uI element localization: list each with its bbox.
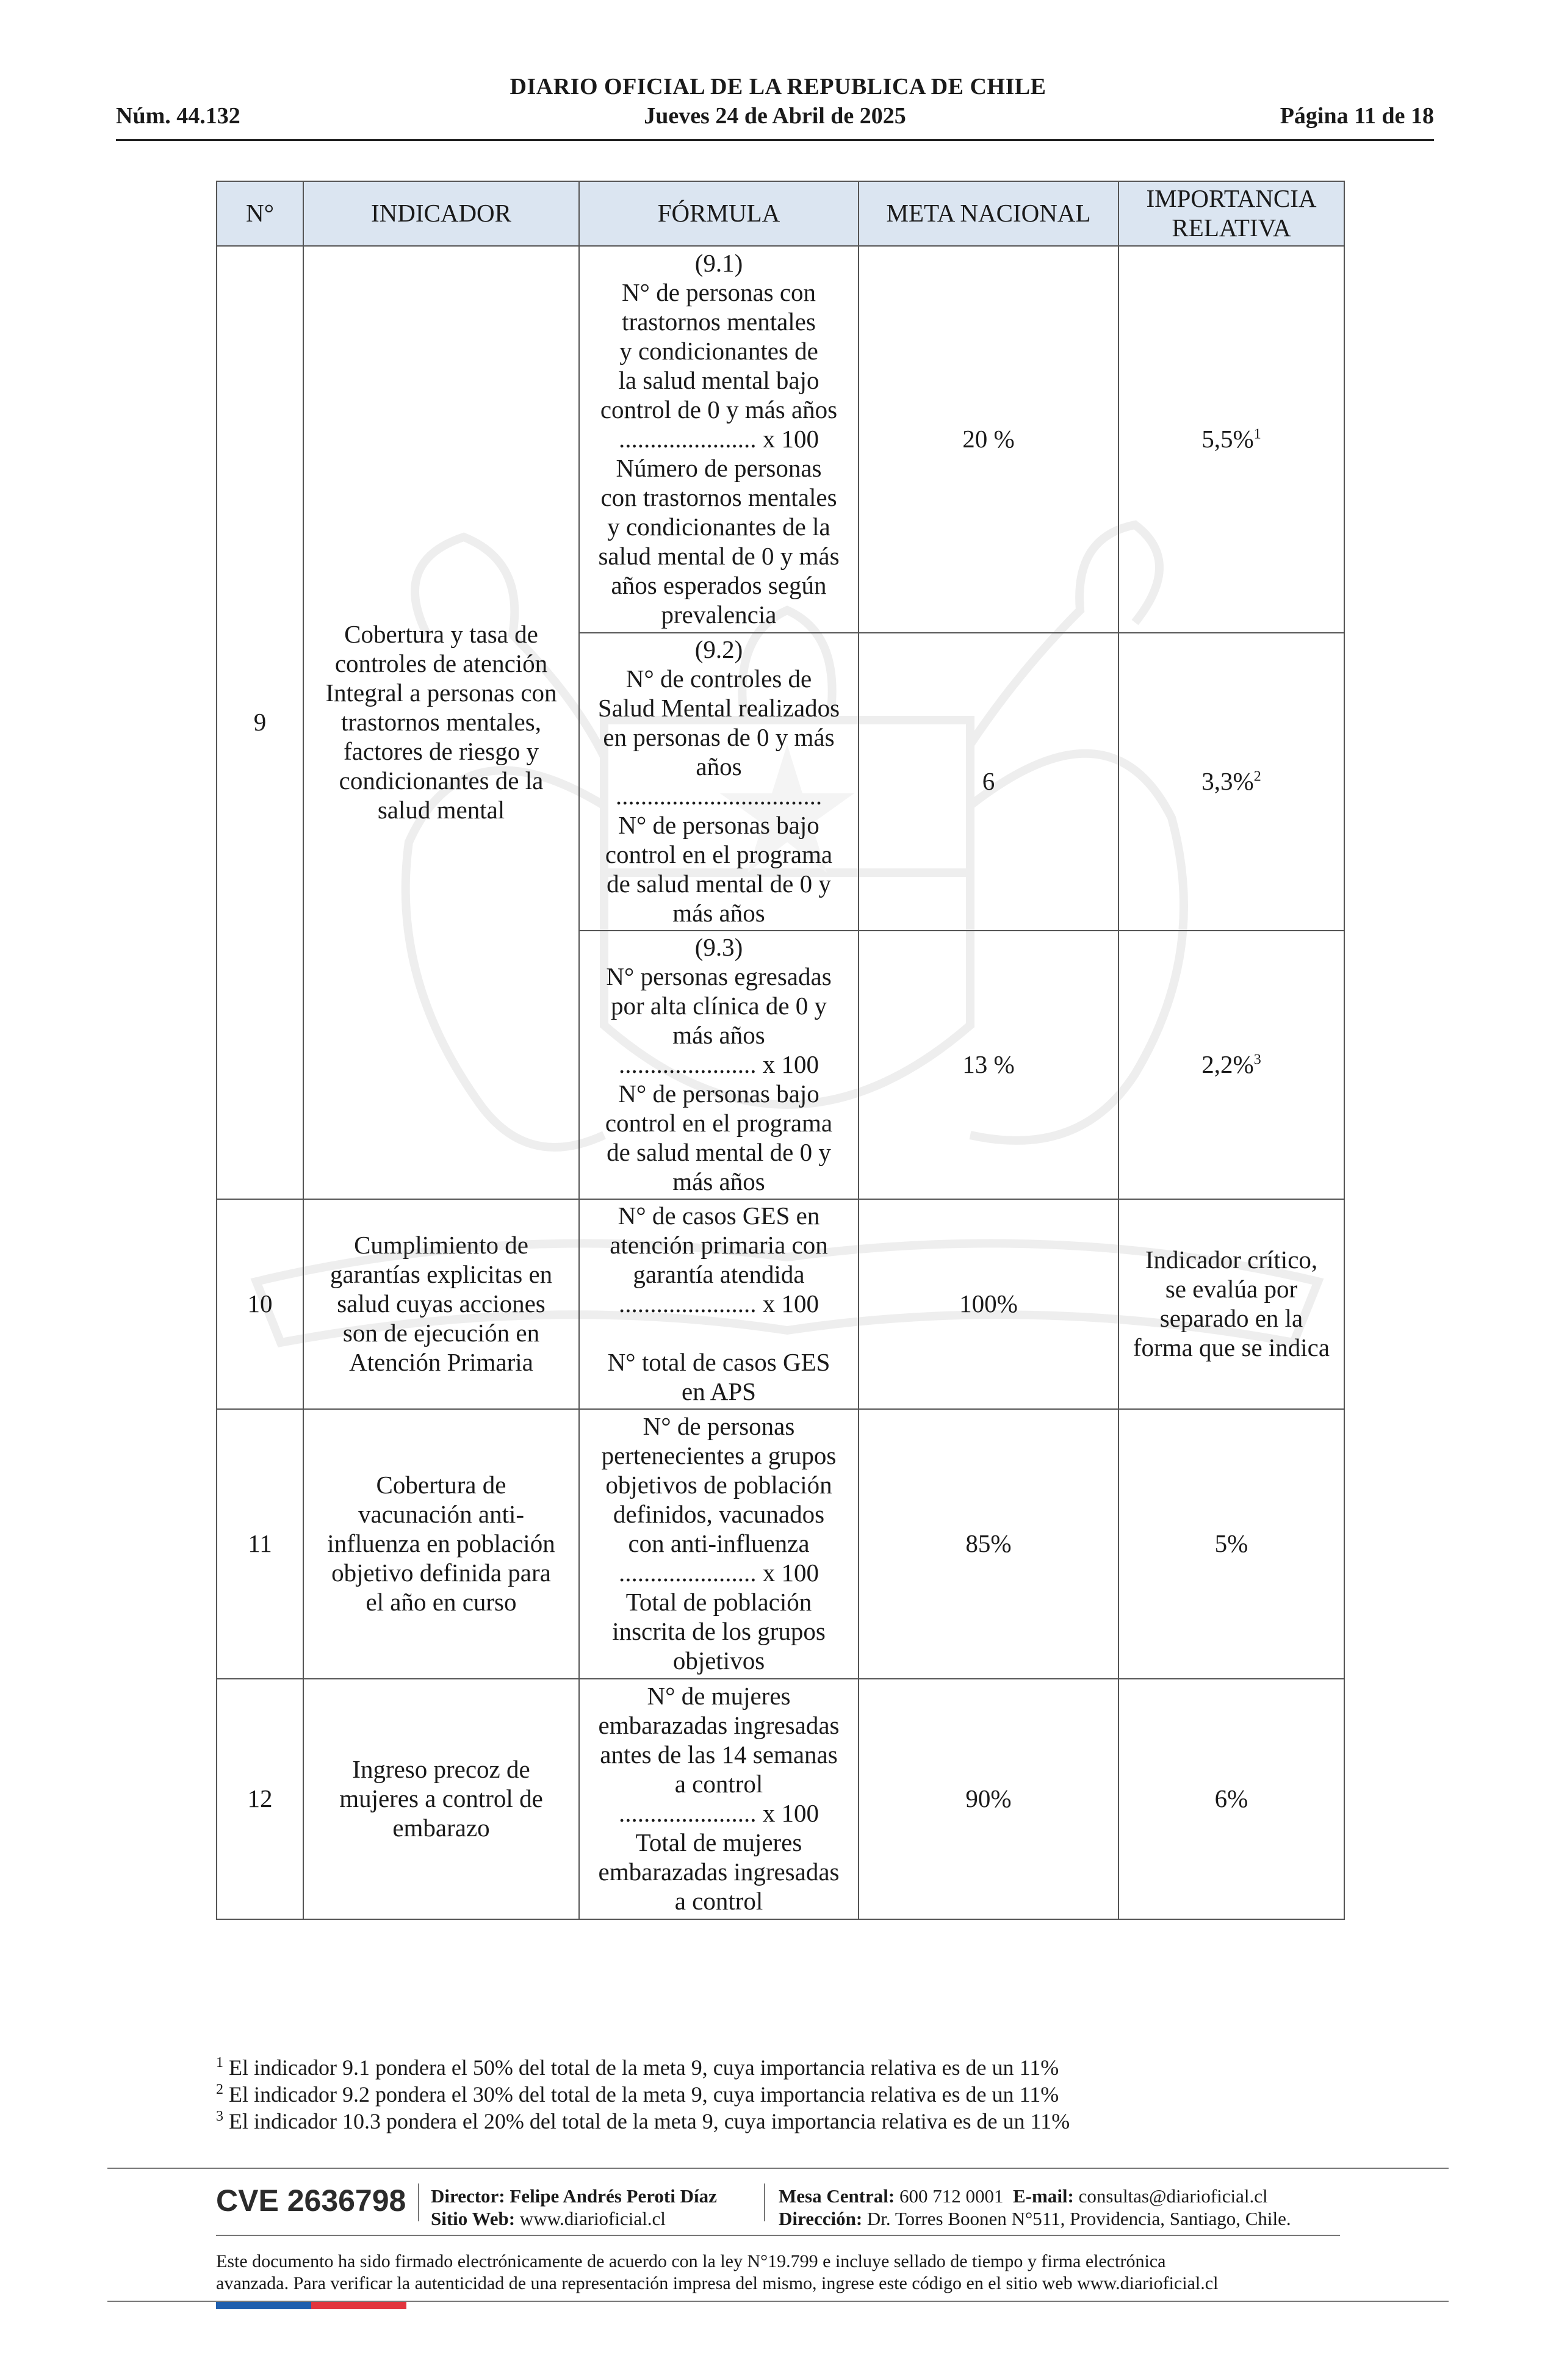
row9-3-formula: (9.3) N° personas egresadas por alta clínica de 0 y más años ...................... x 100 N° de personas bajo control en el programa de salud mental de 0 y más años xyxy=(579,931,859,1199)
contact-info: Mesa Central: 600 712 0001 E-mail: consultas@diarioficial.cl Dirección: Dr. Torres Boonen N°511, Providencia, Santiago, Chile. xyxy=(779,2185,1291,2229)
row9-3-importance: 2,2%$^3$ xyxy=(1118,931,1344,1199)
row9-2-importance: 3,3%$^2$ xyxy=(1118,633,1344,931)
row9-3-goal: 13 % xyxy=(859,931,1118,1199)
row9-1-goal: 20 % xyxy=(859,246,1118,633)
row9-2-goal: 6 xyxy=(859,633,1118,931)
flag-stripe-red xyxy=(311,2302,406,2309)
email-link[interactable]: consultas@diarioficial.cl xyxy=(1078,2185,1268,2207)
footer-separator xyxy=(764,2183,765,2221)
footnote-2: $^2$ El indicador 9.2 pondera el 30% del total de la meta 9, cuya importancia relativa es de un 11% xyxy=(216,2082,1059,2107)
row10-importance: Indicador crítico, se evalúa por separado en la forma que se indica xyxy=(1118,1199,1344,1409)
issue-date: Jueves 24 de Abril de 2025 xyxy=(644,103,906,129)
footer-separator xyxy=(418,2183,419,2221)
row12-formula: N° de mujeres embarazadas ingresadas antes de las 14 semanas a control ...................... x 100 Total de mujeres embarazadas ingresadas a control xyxy=(579,1679,859,1919)
header-row xyxy=(116,103,1434,133)
header-num: N° xyxy=(217,181,303,246)
row11-num: 11 xyxy=(217,1409,303,1679)
header-importance: IMPORTANCIA RELATIVA xyxy=(1118,181,1344,246)
page-number: Página 11 de 18 xyxy=(1280,103,1434,129)
row10-goal: 100% xyxy=(859,1199,1118,1409)
row9-1-formula: (9.1) N° de personas con trastornos mentales y condicionantes de la salud mental bajo control de 0 y más años ...................... x 100 Número de personas con trastornos mentales y condicionantes de la salud mental de 0 y más años esperados según prevalencia xyxy=(579,246,859,633)
row12-indicator: Ingreso precoz de mujeres a control de embarazo xyxy=(303,1679,579,1919)
row9-1-importance: 5,5%$^1$ xyxy=(1118,246,1344,633)
website-link[interactable]: www.diarioficial.cl xyxy=(519,2208,666,2229)
flag-stripe-blue xyxy=(216,2302,311,2309)
footer-divider-middle xyxy=(216,2235,1340,2236)
row11-goal: 85% xyxy=(859,1409,1118,1679)
header-formula: FÓRMULA xyxy=(579,181,859,246)
row12-goal: 90% xyxy=(859,1679,1118,1919)
goals-table xyxy=(216,181,1345,1920)
header-indicator: INDICADOR xyxy=(303,181,579,246)
newspaper-title: DIARIO OFICIAL DE LA REPUBLICA DE CHILE xyxy=(510,74,1046,99)
row9-indicator: Cobertura y tasa de controles de atención Integral a personas con trastornos mentales, factores de riesgo y condicionantes de la salud mental xyxy=(303,246,579,1199)
row9-num: 9 xyxy=(217,246,303,1199)
row11-formula: N° de personas pertenecientes a grupos objetivos de población definidos, vacunados con anti-influenza ...................... x 100 Total de población inscrita de los grupos objetivos xyxy=(579,1409,859,1679)
header-divider xyxy=(116,139,1434,141)
table-row xyxy=(217,1679,1344,1919)
table-row xyxy=(217,1409,1344,1679)
legal-notice: Este documento ha sido firmado electrónicamente de acuerdo con la ley N°19.799 e incluye sellado de tiempo y firma electrónica avanzada. Para verificar la autenticidad de una representación impresa del mismo, ingrese este código en el sitio web www.diarioficial.cl xyxy=(216,2251,1219,2293)
row12-num: 12 xyxy=(217,1679,303,1919)
row10-num: 10 xyxy=(217,1199,303,1409)
row10-indicator: Cumplimiento de garantías explicitas en salud cuyas acciones son de ejecución en Atención Primaria xyxy=(303,1199,579,1409)
row10-formula: N° de casos GES en atención primaria con garantía atendida ...................... x 100 N° total de casos GES en APS xyxy=(579,1199,859,1409)
table-row xyxy=(217,1199,1344,1409)
header-goal: META NACIONAL xyxy=(859,181,1118,246)
director-info: Director: Felipe Andrés Peroti Díaz Sitio Web: www.diarioficial.cl xyxy=(431,2185,717,2229)
table-row xyxy=(217,246,1344,633)
footnote-1: $^1$ El indicador 9.1 pondera el 50% del total de la meta 9, cuya importancia relativa es de un 11% xyxy=(216,2055,1059,2080)
footnotes xyxy=(216,2054,1375,2135)
row12-importance: 6% xyxy=(1118,1679,1344,1919)
row11-indicator: Cobertura de vacunación anti- influenza en población objetivo definida para el año en curso xyxy=(303,1409,579,1679)
cve-code: CVE 2636798 xyxy=(216,2183,406,2218)
row9-2-formula: (9.2) N° de controles de Salud Mental realizados en personas de 0 y más años ................................. N° de personas bajo control en el programa de salud mental de 0 y más años xyxy=(579,633,859,931)
table-header-row xyxy=(217,181,1344,246)
row11-importance: 5% xyxy=(1118,1409,1344,1679)
issue-number: Núm. 44.132 xyxy=(116,103,240,129)
footer-divider-top xyxy=(107,2168,1449,2169)
footnote-3: $^3$ El indicador 10.3 pondera el 20% del total de la meta 9, cuya importancia relativa es de un 11% xyxy=(216,2108,1070,2133)
